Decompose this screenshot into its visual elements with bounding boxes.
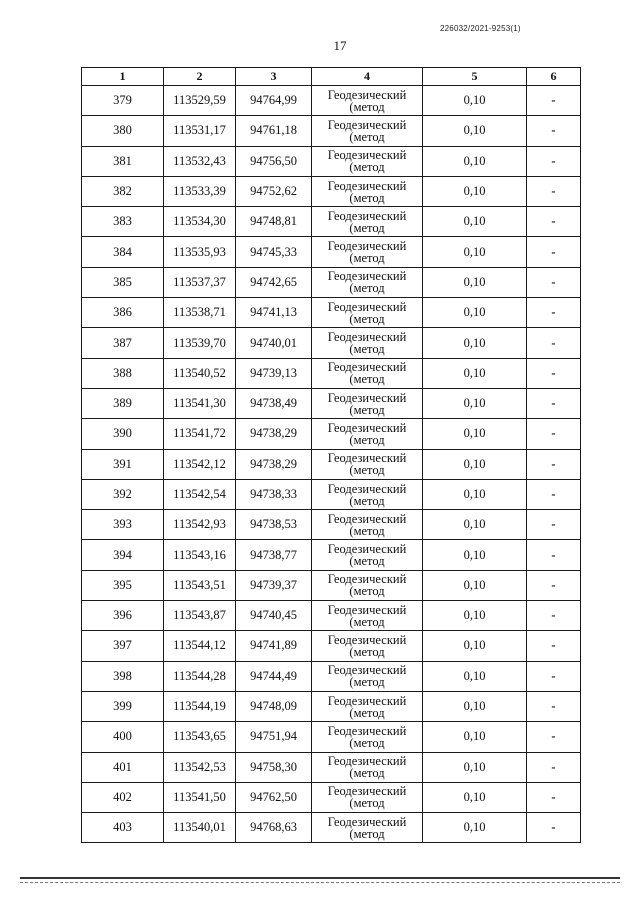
x-coordinate-cell: 113538,71 (164, 298, 236, 328)
method-line-1: Геодезический (327, 87, 407, 102)
table-row (82, 388, 581, 418)
x-coordinate-cell: 113529,59 (164, 86, 236, 116)
table-row (82, 86, 581, 116)
column-header-5: 5 (423, 68, 527, 86)
method-cell (312, 207, 423, 237)
table-row (82, 661, 581, 691)
bottom-border-line (20, 877, 620, 879)
accuracy-cell: 0,10 (423, 146, 527, 176)
method-line-2: (метод (349, 342, 385, 357)
method-line-1: Геодезический (327, 390, 407, 405)
accuracy-cell: 0,10 (423, 631, 527, 661)
column-6-cell: - (527, 510, 581, 540)
y-coordinate-cell: 94741,13 (236, 298, 312, 328)
column-6-cell: - (527, 358, 581, 388)
y-coordinate-cell: 94761,18 (236, 116, 312, 146)
table-row (82, 782, 581, 812)
accuracy-cell: 0,10 (423, 176, 527, 206)
y-coordinate-cell: 94738,29 (236, 449, 312, 479)
coordinates-table (81, 67, 581, 843)
method-line-1: Геодезический (327, 420, 407, 435)
x-coordinate-cell: 113541,50 (164, 782, 236, 812)
method-cell (312, 479, 423, 509)
method-line-2: (метод (349, 614, 385, 629)
x-coordinate-cell: 113539,70 (164, 328, 236, 358)
table-row (82, 207, 581, 237)
point-number-cell: 380 (82, 116, 164, 146)
column-6-cell: - (527, 207, 581, 237)
column-6-cell: - (527, 419, 581, 449)
y-coordinate-cell: 94740,01 (236, 328, 312, 358)
accuracy-cell: 0,10 (423, 358, 527, 388)
y-coordinate-cell: 94741,89 (236, 631, 312, 661)
y-coordinate-cell: 94738,29 (236, 419, 312, 449)
point-number-cell: 383 (82, 207, 164, 237)
column-6-cell: - (527, 813, 581, 843)
table-row (82, 570, 581, 600)
column-6-cell: - (527, 691, 581, 721)
x-coordinate-cell: 113541,30 (164, 388, 236, 418)
column-6-cell: - (527, 479, 581, 509)
point-number-cell: 381 (82, 146, 164, 176)
x-coordinate-cell: 113542,93 (164, 510, 236, 540)
method-line-2: (метод (349, 826, 385, 841)
point-number-cell: 398 (82, 661, 164, 691)
y-coordinate-cell: 94762,50 (236, 782, 312, 812)
method-line-2: (метод (349, 705, 385, 720)
column-6-cell: - (527, 449, 581, 479)
method-cell (312, 237, 423, 267)
table-row (82, 328, 581, 358)
x-coordinate-cell: 113531,17 (164, 116, 236, 146)
method-line-1: Геодезический (327, 117, 407, 132)
accuracy-cell: 0,10 (423, 601, 527, 631)
column-6-cell: - (527, 237, 581, 267)
column-6-cell: - (527, 782, 581, 812)
x-coordinate-cell: 113541,72 (164, 419, 236, 449)
point-number-cell: 384 (82, 237, 164, 267)
point-number-cell: 379 (82, 86, 164, 116)
accuracy-cell: 0,10 (423, 752, 527, 782)
accuracy-cell: 0,10 (423, 116, 527, 146)
y-coordinate-cell: 94739,37 (236, 570, 312, 600)
table-header-row (82, 68, 581, 86)
accuracy-cell: 0,10 (423, 237, 527, 267)
table-row (82, 267, 581, 297)
bottom-border-line-secondary (20, 882, 620, 883)
accuracy-cell: 0,10 (423, 479, 527, 509)
table-row (82, 116, 581, 146)
table-row (82, 237, 581, 267)
accuracy-cell: 0,10 (423, 722, 527, 752)
table-row (82, 540, 581, 570)
point-number-cell: 397 (82, 631, 164, 661)
point-number-cell: 396 (82, 601, 164, 631)
table-row (82, 752, 581, 782)
point-number-cell: 393 (82, 510, 164, 540)
point-number-cell: 394 (82, 540, 164, 570)
column-6-cell: - (527, 267, 581, 297)
x-coordinate-cell: 113537,37 (164, 267, 236, 297)
method-line-1: Геодезический (327, 814, 407, 829)
method-cell (312, 510, 423, 540)
method-line-2: (метод (349, 99, 385, 114)
method-cell (312, 631, 423, 661)
table-row (82, 298, 581, 328)
column-6-cell: - (527, 752, 581, 782)
method-line-1: Геодезический (327, 178, 407, 193)
x-coordinate-cell: 113540,01 (164, 813, 236, 843)
method-line-2: (метод (349, 554, 385, 569)
method-line-1: Геодезический (327, 754, 407, 769)
method-line-2: (метод (349, 372, 385, 387)
point-number-cell: 389 (82, 388, 164, 418)
method-cell (312, 298, 423, 328)
method-line-2: (метод (349, 523, 385, 538)
point-number-cell: 388 (82, 358, 164, 388)
method-line-2: (метод (349, 190, 385, 205)
x-coordinate-cell: 113540,52 (164, 358, 236, 388)
method-line-2: (метод (349, 735, 385, 750)
y-coordinate-cell: 94738,77 (236, 540, 312, 570)
method-cell (312, 782, 423, 812)
point-number-cell: 401 (82, 752, 164, 782)
method-line-2: (метод (349, 160, 385, 175)
y-coordinate-cell: 94756,50 (236, 146, 312, 176)
method-cell (312, 176, 423, 206)
point-number-cell: 382 (82, 176, 164, 206)
accuracy-cell: 0,10 (423, 449, 527, 479)
column-header-3: 3 (236, 68, 312, 86)
method-line-2: (метод (349, 251, 385, 266)
accuracy-cell: 0,10 (423, 267, 527, 297)
column-6-cell: - (527, 86, 581, 116)
x-coordinate-cell: 113532,43 (164, 146, 236, 176)
method-cell (312, 419, 423, 449)
method-line-2: (метод (349, 129, 385, 144)
method-line-1: Геодезический (327, 481, 407, 496)
point-number-cell: 386 (82, 298, 164, 328)
x-coordinate-cell: 113533,39 (164, 176, 236, 206)
column-header-2: 2 (164, 68, 236, 86)
method-line-1: Геодезический (327, 360, 407, 375)
x-coordinate-cell: 113543,65 (164, 722, 236, 752)
x-coordinate-cell: 113535,93 (164, 237, 236, 267)
method-cell (312, 570, 423, 600)
method-cell (312, 813, 423, 843)
point-number-cell: 385 (82, 267, 164, 297)
y-coordinate-cell: 94739,13 (236, 358, 312, 388)
method-line-1: Геодезический (327, 693, 407, 708)
table-row (82, 358, 581, 388)
accuracy-cell: 0,10 (423, 661, 527, 691)
table-row (82, 722, 581, 752)
table-row (82, 146, 581, 176)
y-coordinate-cell: 94764,99 (236, 86, 312, 116)
accuracy-cell: 0,10 (423, 207, 527, 237)
point-number-cell: 387 (82, 328, 164, 358)
column-6-cell: - (527, 631, 581, 661)
x-coordinate-cell: 113534,30 (164, 207, 236, 237)
document-number: 226032/2021-9253(1) (440, 24, 521, 33)
y-coordinate-cell: 94748,81 (236, 207, 312, 237)
table-row (82, 419, 581, 449)
table-row (82, 813, 581, 843)
table-row (82, 510, 581, 540)
x-coordinate-cell: 113543,87 (164, 601, 236, 631)
method-line-2: (метод (349, 584, 385, 599)
column-6-cell: - (527, 601, 581, 631)
method-line-1: Геодезический (327, 451, 407, 466)
y-coordinate-cell: 94745,33 (236, 237, 312, 267)
method-line-2: (метод (349, 766, 385, 781)
method-line-2: (метод (349, 220, 385, 235)
column-6-cell: - (527, 298, 581, 328)
method-line-1: Геодезический (327, 269, 407, 284)
column-6-cell: - (527, 661, 581, 691)
page-number: 17 (333, 38, 347, 53)
column-6-cell: - (527, 328, 581, 358)
x-coordinate-cell: 113544,19 (164, 691, 236, 721)
method-line-2: (метод (349, 402, 385, 417)
column-6-cell: - (527, 570, 581, 600)
method-line-1: Геодезический (327, 208, 407, 223)
method-line-2: (метод (349, 644, 385, 659)
method-line-1: Геодезический (327, 663, 407, 678)
accuracy-cell: 0,10 (423, 782, 527, 812)
point-number-cell: 391 (82, 449, 164, 479)
accuracy-cell: 0,10 (423, 570, 527, 600)
accuracy-cell: 0,10 (423, 510, 527, 540)
method-line-1: Геодезический (327, 299, 407, 314)
table-row (82, 479, 581, 509)
method-line-2: (метод (349, 281, 385, 296)
x-coordinate-cell: 113542,54 (164, 479, 236, 509)
y-coordinate-cell: 94768,63 (236, 813, 312, 843)
method-line-2: (метод (349, 796, 385, 811)
y-coordinate-cell: 94740,45 (236, 601, 312, 631)
point-number-cell: 400 (82, 722, 164, 752)
column-6-cell: - (527, 116, 581, 146)
method-cell (312, 752, 423, 782)
table-row (82, 691, 581, 721)
method-cell (312, 722, 423, 752)
accuracy-cell: 0,10 (423, 328, 527, 358)
table-row (82, 449, 581, 479)
method-cell (312, 388, 423, 418)
point-number-cell: 403 (82, 813, 164, 843)
accuracy-cell: 0,10 (423, 419, 527, 449)
column-6-cell: - (527, 146, 581, 176)
point-number-cell: 399 (82, 691, 164, 721)
method-cell (312, 267, 423, 297)
y-coordinate-cell: 94758,30 (236, 752, 312, 782)
column-header-1: 1 (82, 68, 164, 86)
point-number-cell: 402 (82, 782, 164, 812)
method-line-1: Геодезический (327, 239, 407, 254)
accuracy-cell: 0,10 (423, 388, 527, 418)
method-cell (312, 328, 423, 358)
method-line-2: (метод (349, 675, 385, 690)
method-cell (312, 661, 423, 691)
method-line-2: (метод (349, 463, 385, 478)
column-header-4: 4 (312, 68, 423, 86)
method-cell (312, 449, 423, 479)
y-coordinate-cell: 94742,65 (236, 267, 312, 297)
accuracy-cell: 0,10 (423, 540, 527, 570)
method-line-1: Геодезический (327, 572, 407, 587)
point-number-cell: 395 (82, 570, 164, 600)
method-cell (312, 116, 423, 146)
method-cell (312, 601, 423, 631)
x-coordinate-cell: 113542,53 (164, 752, 236, 782)
method-cell (312, 86, 423, 116)
accuracy-cell: 0,10 (423, 86, 527, 116)
y-coordinate-cell: 94738,53 (236, 510, 312, 540)
column-6-cell: - (527, 540, 581, 570)
method-line-1: Геодезический (327, 148, 407, 163)
x-coordinate-cell: 113543,51 (164, 570, 236, 600)
method-cell (312, 146, 423, 176)
x-coordinate-cell: 113543,16 (164, 540, 236, 570)
accuracy-cell: 0,10 (423, 691, 527, 721)
x-coordinate-cell: 113544,12 (164, 631, 236, 661)
y-coordinate-cell: 94752,62 (236, 176, 312, 206)
method-cell (312, 358, 423, 388)
method-line-1: Геодезический (327, 632, 407, 647)
table-row (82, 631, 581, 661)
method-line-2: (метод (349, 493, 385, 508)
method-line-1: Геодезический (327, 511, 407, 526)
table-row (82, 176, 581, 206)
column-6-cell: - (527, 176, 581, 206)
method-line-2: (метод (349, 432, 385, 447)
column-header-6: 6 (527, 68, 581, 86)
method-line-1: Геодезический (327, 542, 407, 557)
point-number-cell: 390 (82, 419, 164, 449)
x-coordinate-cell: 113544,28 (164, 661, 236, 691)
accuracy-cell: 0,10 (423, 298, 527, 328)
method-cell (312, 540, 423, 570)
method-line-1: Геодезический (327, 330, 407, 345)
method-line-1: Геодезический (327, 784, 407, 799)
point-number-cell: 392 (82, 479, 164, 509)
method-line-1: Геодезический (327, 723, 407, 738)
y-coordinate-cell: 94748,09 (236, 691, 312, 721)
x-coordinate-cell: 113542,12 (164, 449, 236, 479)
method-cell (312, 691, 423, 721)
method-line-2: (метод (349, 311, 385, 326)
y-coordinate-cell: 94738,49 (236, 388, 312, 418)
y-coordinate-cell: 94744,49 (236, 661, 312, 691)
y-coordinate-cell: 94751,94 (236, 722, 312, 752)
accuracy-cell: 0,10 (423, 813, 527, 843)
y-coordinate-cell: 94738,33 (236, 479, 312, 509)
table-body (82, 86, 581, 843)
column-6-cell: - (527, 388, 581, 418)
method-line-1: Геодезический (327, 602, 407, 617)
column-6-cell: - (527, 722, 581, 752)
table-row (82, 601, 581, 631)
